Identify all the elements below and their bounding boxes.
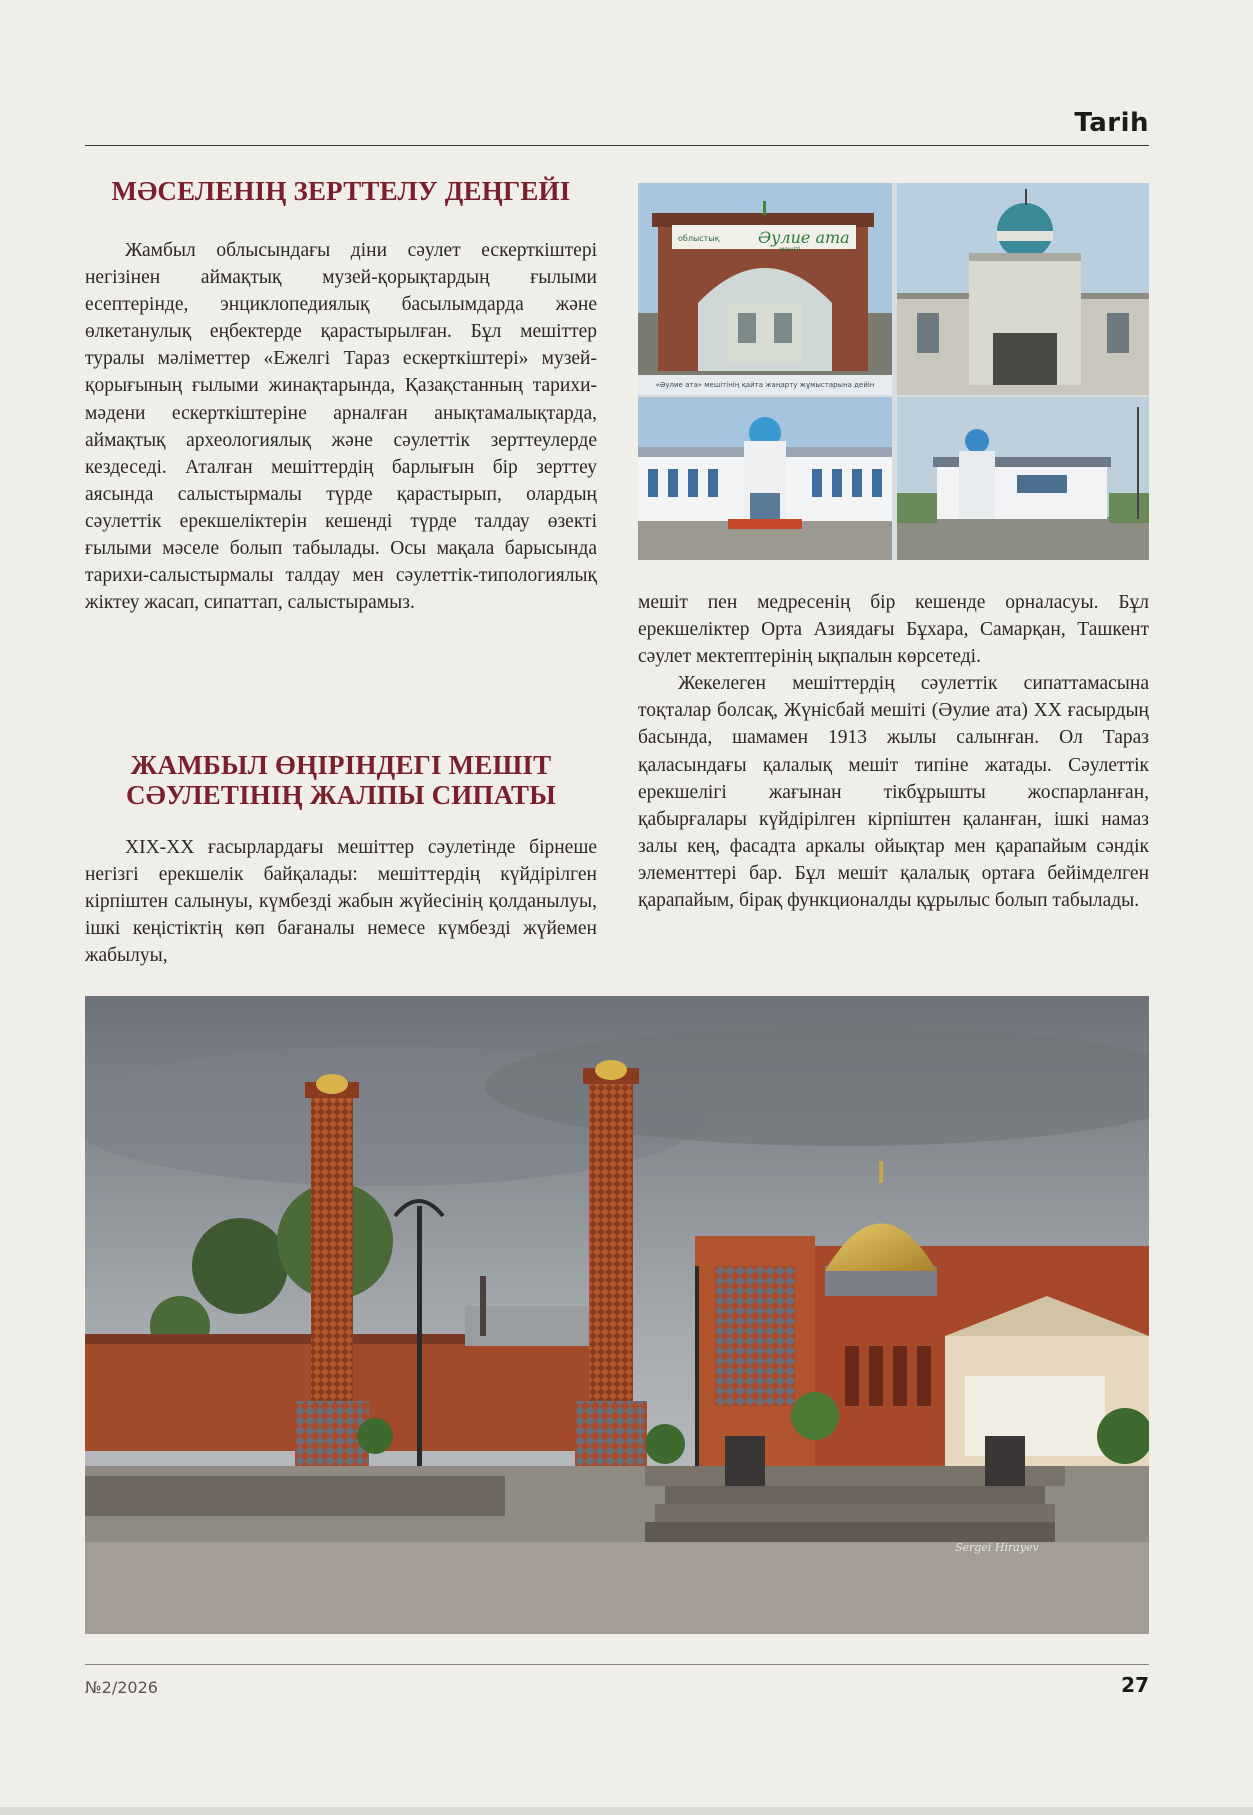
gate-sign-main: Әулие ата (758, 228, 850, 247)
paragraph-continuation: мешіт пен медресенің бір кешенде орналасуы. Бұл ерекшеліктер Орта Азиядағы Бұхара, Самарқан, Ташкент сәулет мектептерінің ықпалын көрсетеді. (638, 592, 1149, 668)
heading-line: ЖАМБЫЛ ӨҢІРІНДЕГІ МЕШІТ (130, 750, 552, 780)
footer-rule (85, 1664, 1149, 1665)
photo-mosque-gate (638, 183, 892, 395)
section-heading-mosque-architecture (85, 750, 597, 810)
page-number: 27 (1121, 1673, 1149, 1697)
paragraph-text: Жекелеген мешіттердің сәулеттік сипаттамасына тоқталар болсақ, Жүнісбай мешіті (Әулие ата) XX ғасырдың басында, шамамен 1913 жылы салынған. Ол Тараз қаласындағы қалалық мешіт типіне жатады. Сәулеттік ерекшелігі жағынан тікбұрышты жоспарланған, қабырғалары күйдірілген кірпіштен қаланған, ішкі намаз залы кең, фасадта аркалы ойықтар мен қарапайым сәндік элементтері бар. Бұл мешіт қалалық ортаға бейімделген қарапайым, бірақ функционалды құрылыс болып табылады. (638, 673, 1149, 912)
screen-bottom-edge (0, 1807, 1253, 1815)
paragraph-text: Жамбыл облысындағы діни сәулет ескерткіштері негізінен аймақтық музей-қорықтардың ғылыми есептерінде, энциклопедиялық басылымдарда және өлкетанулық еңбектерде қарастырылған. Бұл мешіттер туралы мәліметтер «Ежелгі Тараз ескерткіштері» музей-қорығының ғылыми жинақтарында, Қазақстанның тарихи-мәдени ескерткіштеріне арналған анықтамалықтарда, аймақтық археологиялық және сәулеттік зерттеулерде кездеседі. Аталған мешіттердің барлығын бір зерттеу аясында салыстырмалы түрде қарастырып, олардың сәулеттік ерекшеліктерін кешенді түрде талдау өзекті ғылыми мәселе болып табылады. Осы мақала барысында тарихи-салыстырмалы талдау мен сәулеттік-типологиялық жіктеу жасап, сипаттап, салыстырамыз. (85, 240, 597, 614)
mosque-architecture-paragraph (85, 834, 597, 969)
collage-caption: «Әулие ата» мешітінің қайта жаңарту жұмыстарына дейін (638, 375, 892, 395)
magazine-brand: Tarih (1074, 108, 1149, 138)
research-level-paragraph (85, 237, 597, 616)
photo-aulie-ata-mosque-complex (85, 996, 1149, 1634)
header-rule (85, 145, 1149, 146)
issue-number: №2/2026 (85, 1678, 158, 1697)
right-column-text (638, 589, 1149, 914)
photo-mosque-side (897, 397, 1149, 560)
photo-watermark: Sergei Hirayev (955, 1541, 1039, 1554)
gate-sign-left: облыстық (678, 234, 720, 243)
paragraph-text: XIX-XX ғасырлардағы мешіттер сәулетінде бірнеше негізгі ерекшелік байқалады: мешіттердің күйдірілген кірпіштен салынуы, күмбезді жабын жүйесінің қолданылуы, ішкі кеңістіктің көп бағаналы немесе күмбезді жүйемен жабылуы, (85, 837, 597, 967)
photo-mosque-renovated (638, 397, 892, 560)
mosque-photo-collage (638, 183, 1149, 560)
gate-sign-sub: мешіті (780, 246, 801, 253)
section-heading-research-level: МӘСЕЛЕНІҢ ЗЕРТТЕЛУ ДЕҢГЕЙІ (111, 176, 571, 206)
heading-line: СӘУЛЕТІНІҢ ЖАЛПЫ СИПАТЫ (126, 780, 556, 810)
photo-mosque-front (897, 183, 1149, 395)
